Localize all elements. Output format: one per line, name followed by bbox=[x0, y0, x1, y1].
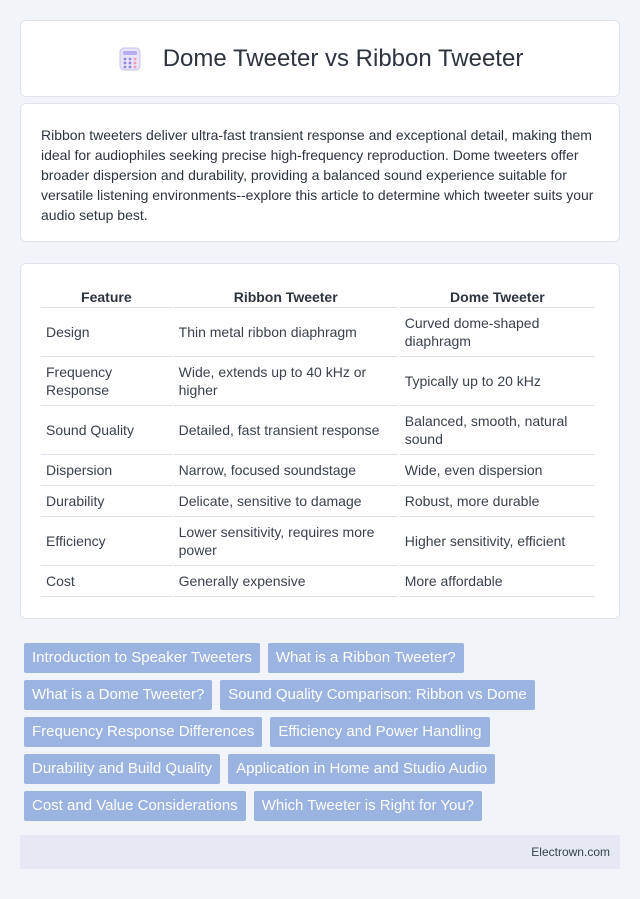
tag-durability[interactable]: Durability and Build Quality bbox=[24, 754, 220, 784]
feature-cell: Frequency Response bbox=[41, 357, 172, 406]
feature-cell: Efficiency bbox=[41, 517, 172, 566]
topic-tags bbox=[24, 643, 620, 828]
feature-cell: Dispersion bbox=[41, 455, 172, 486]
table-row bbox=[41, 455, 595, 486]
dome-cell: More affordable bbox=[400, 566, 595, 597]
ribbon-cell: Detailed, fast transient response bbox=[174, 406, 398, 455]
ribbon-cell: Narrow, focused soundstage bbox=[174, 455, 398, 486]
tag-frequency-response[interactable]: Frequency Response Differences bbox=[24, 717, 262, 747]
table-header-row bbox=[41, 286, 595, 308]
table-row bbox=[41, 566, 595, 597]
intro-paragraph: Ribbon tweeters deliver ultra-fast transient response and exceptional detail, making them ideal for audiophiles seeking precise high-frequency reproduction. Dome tweeters offer broader dispersion and durability, providing a balanced sound experience suitable for versatile listening environments--explore this article to determine which tweeter suits your audio setup best. bbox=[41, 127, 594, 223]
calculator-icon bbox=[117, 46, 143, 72]
tag-which-tweeter[interactable]: Which Tweeter is Right for You? bbox=[254, 791, 482, 821]
tag-application[interactable]: Application in Home and Studio Audio bbox=[228, 754, 495, 784]
tag-row bbox=[24, 754, 620, 784]
footer-brand: Electrown.com bbox=[531, 845, 610, 859]
dome-cell: Curved dome-shaped diaphragm bbox=[400, 308, 595, 357]
column-header-feature: Feature bbox=[41, 286, 172, 308]
feature-cell: Design bbox=[41, 308, 172, 357]
tag-what-is-dome[interactable]: What is a Dome Tweeter? bbox=[24, 680, 212, 710]
dome-cell: Wide, even dispersion bbox=[400, 455, 595, 486]
intro-card bbox=[20, 103, 620, 242]
tag-cost-value[interactable]: Cost and Value Considerations bbox=[24, 791, 246, 821]
ribbon-cell: Generally expensive bbox=[174, 566, 398, 597]
ribbon-cell: Lower sensitivity, requires more power bbox=[174, 517, 398, 566]
table-row bbox=[41, 486, 595, 517]
table-row bbox=[41, 308, 595, 357]
tag-row bbox=[24, 643, 620, 673]
page-title: Dome Tweeter vs Ribbon Tweeter bbox=[162, 44, 524, 72]
feature-cell: Sound Quality bbox=[41, 406, 172, 455]
ribbon-cell: Delicate, sensitive to damage bbox=[174, 486, 398, 517]
column-header-ribbon: Ribbon Tweeter bbox=[174, 286, 398, 308]
tag-efficiency[interactable]: Efficiency and Power Handling bbox=[270, 717, 489, 747]
dome-cell: Balanced, smooth, natural sound bbox=[400, 406, 595, 455]
dome-cell: Higher sensitivity, efficient bbox=[400, 517, 595, 566]
tag-row bbox=[24, 791, 620, 821]
dome-cell: Typically up to 20 kHz bbox=[400, 357, 595, 406]
feature-cell: Cost bbox=[41, 566, 172, 597]
dome-cell: Robust, more durable bbox=[400, 486, 595, 517]
feature-cell: Durability bbox=[41, 486, 172, 517]
comparison-table-card bbox=[20, 263, 620, 619]
tag-row bbox=[24, 680, 620, 710]
comparison-table bbox=[39, 286, 597, 597]
table-row bbox=[41, 406, 595, 455]
tag-sound-quality[interactable]: Sound Quality Comparison: Ribbon vs Dome bbox=[220, 680, 534, 710]
title-card bbox=[20, 20, 620, 97]
tag-intro-speaker-tweeters[interactable]: Introduction to Speaker Tweeters bbox=[24, 643, 260, 673]
ribbon-cell: Thin metal ribbon diaphragm bbox=[174, 308, 398, 357]
table-row bbox=[41, 517, 595, 566]
tag-row bbox=[24, 717, 620, 747]
table-row bbox=[41, 357, 595, 406]
tag-what-is-ribbon[interactable]: What is a Ribbon Tweeter? bbox=[268, 643, 464, 673]
footer bbox=[20, 835, 620, 869]
column-header-dome: Dome Tweeter bbox=[400, 286, 595, 308]
ribbon-cell: Wide, extends up to 40 kHz or higher bbox=[174, 357, 398, 406]
